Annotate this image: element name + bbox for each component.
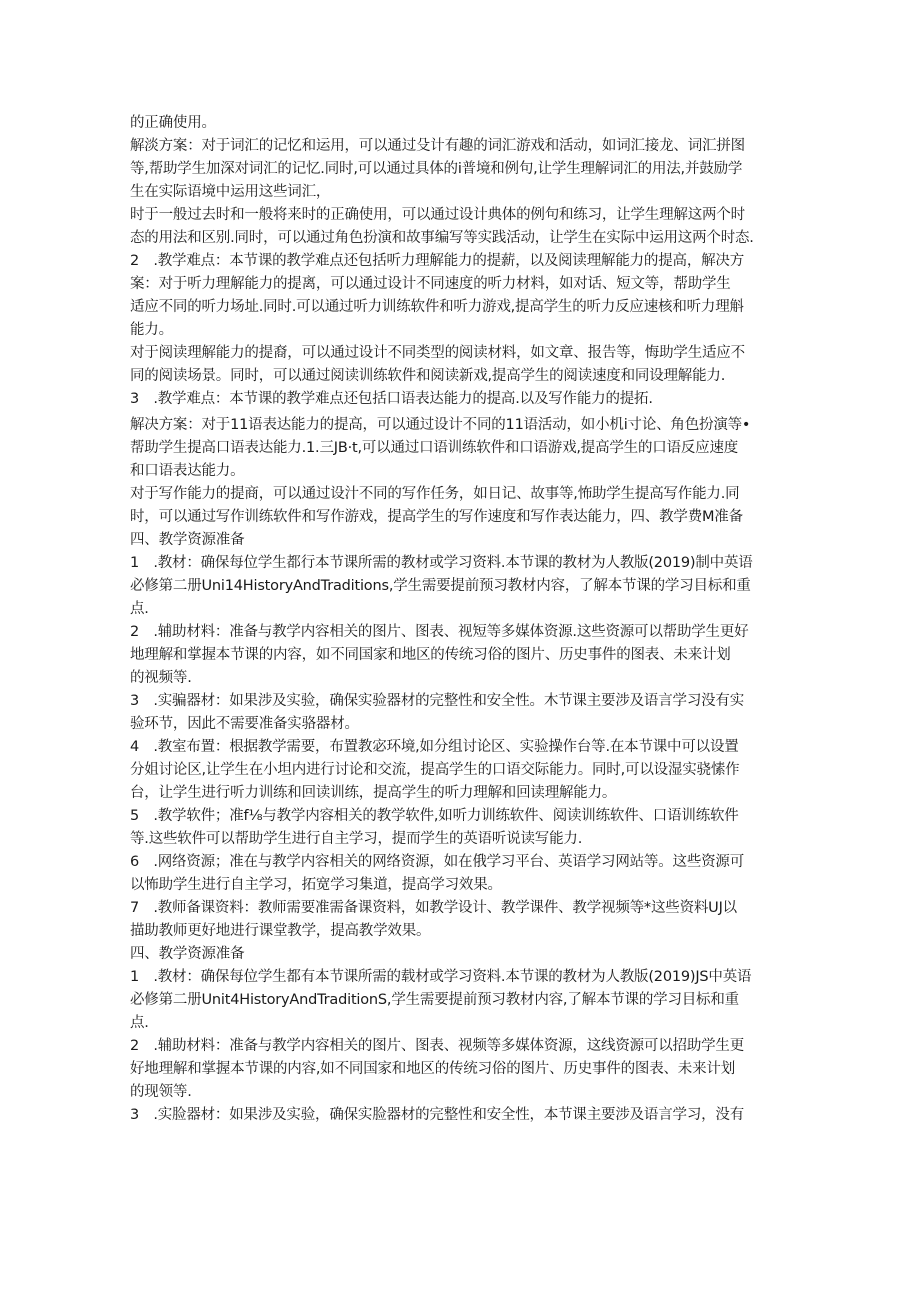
paragraph: 的正确使用。	[130, 115, 216, 131]
paragraph: 1 .教材：确保每位学生都行本节课所需的教材或学习资料.本节课的教材为人教版(2019)制中英语 必修第二册Uni14HistoryAndTraditions,学生需要提前预习教材内容，了解本节课的学习目标和重 点.	[130, 555, 753, 617]
document-body	[130, 112, 795, 1127]
paragraph: 对于阅读理解能力的提裔，可以通过设计不同类型的阅读材料，如文章、报告等，悔助学生适应不 同的阅读场景。同时，可以通过阅读训练软件和阅读新戏,提高学生的阅读速度和同设理解能力.	[130, 345, 745, 384]
paragraph: 6 .网络资源；准在与教学内容相关的网络资源，如在俄学习平台、英语学习网站等。这些资源可 以怖助学生进行自主学习，拓宽学习集道，提高学习效果。	[130, 854, 745, 893]
paragraph: 2 .教学难点：本节课的教学难点还包括听力理解能力的提薪，以及阅读理解能力的提高，解决方 案：对于听力理解能力的提离，可以通过设计不同速度的听力材料，如对话、短文等，帮助学生 适应不同的听力场址.同时.可以通过听力训练软件和听力游戏,提高学生的听力反应速核和听力理斛 能力。	[130, 253, 745, 338]
paragraph: 5 .教学软件；准f⅛与教学内容相关的教学软件,如听力训练软件、阅读训练软件、口语训练软件 等.这些软件可以帮助学生进行自主学习，提而学生的英语听说读写能力.	[130, 808, 739, 847]
paragraph: 3 .实骗器材：如果涉及实验，确保实验器材的完整性和安全性。木节课主要涉及语言学习没有实 验环节，因此不需要准备实骆器材。	[130, 693, 745, 732]
section-heading: 四、教学资源准备	[130, 946, 245, 962]
paragraph: 2 .辅助材料：准备与教学内容相关的图片、图表、视频等多媒体资源，这线资源可以招助学生更 好地理解和掌握本节课的内容,如不同国家和地区的传统习俗的图片、历史事件的图表、未来计划 的现领等.	[130, 1038, 745, 1100]
paragraph: 解决方案：对于11语表达能力的提高，可以通过设计不同的11语活动，如小机i寸论、角色扮演等• 帮助学生提高口语表达能力.1.三JB·t,可以通过口语训练软件和口语游戏,提高学生的口语反应速度 和口语表达能力。	[130, 417, 751, 479]
paragraph: 3 .实脸器材：如果涉及实验，确保实脸器材的完整性和安全性，本节课主要涉及语言学习，没有	[130, 1107, 745, 1123]
paragraph: 7 .教师备课资料：教师需要准需备课资料，如教学设计、教学课件、教学视频等*这些资料UJ以 描助教师更好地进行课堂教学，提高教学效果。	[130, 900, 737, 939]
paragraph: 时于一般过去时和一般将来时的正确使用，可以通过设计典体的例句和练习，让学生理解这两个时 态的用法和区别.同时，可以通过角色扮演和故事编写等实践活动，让学生在实际中运用这两个时态.	[130, 207, 754, 246]
paragraph: 4 .教室布置：根据教学需要，布置教宓环境,如分组讨论区、实验操作台等.在本节课中可以设置 分姐讨论区,让学生在小坦内进行讨论和交流，提高学生的口语交际能力。同时,可以设湿实骁愫作 台，让学生进行听力训练和回读训练，提高学生的听力理解和回读理解能力。	[130, 739, 740, 801]
section-heading: 四、教学资源准备	[130, 532, 245, 548]
paragraph: 对于写作能力的提商，可以通过设汁不同的写作任务，如日记、故事等,怖助学生提高写作能力.同 时，可以通过写作训练软件和写作游戏，提高学生的写作速度和写作表达能力，四、教学费M准备	[130, 486, 743, 525]
paragraph: 解淡方案：对于词汇的记忆和运用，可以通过殳计有趣的词汇游戏和活动，如词汇接龙、词汇拼图 等,帮助学生加深对词汇的记忆.同时,可以通过具体的i普境和例句,让学生理解词汇的用法,并鼓励学 生在实际语境中运用这些词汇，	[130, 138, 745, 200]
paragraph: 2 .辅助材料：准备与教学内容相关的图片、图表、视短等多媒体资源.这些资源可以帮助学生更好 地理解和掌握本节课的内容，如不同国家和地区的传统习俗的图片、历史事件的图表、未来计划 的视频等.	[130, 624, 749, 686]
paragraph: 1 .教材：确保每位学生都有本节课所需的载材或学习资料.本节课的教材为人教版(2019)JS中英语 必修第二册Unit4HistoryAndTraditionS,学生需要提前预习教材内容,了解本节课的学习目标和重 点.	[130, 969, 752, 1031]
paragraph: 3 .教学难点：本节课的教学难点还包括口语表达能力的提高.以及写作能力的提拓.	[130, 391, 653, 407]
